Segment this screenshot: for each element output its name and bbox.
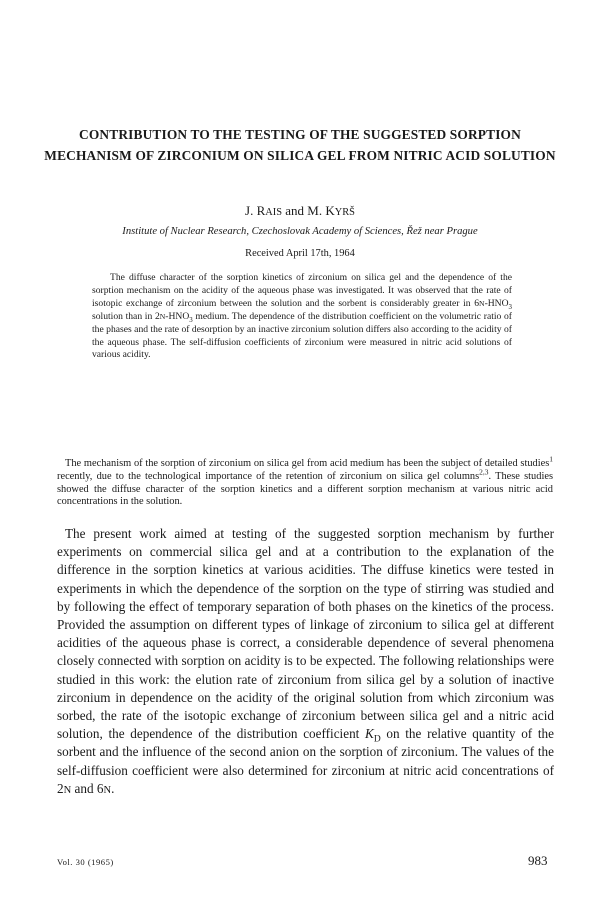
page-number: 983 [528, 853, 548, 868]
received-date: Received April 17th, 1964 [245, 248, 355, 259]
abstract-paragraph: The diffuse character of the sorption kinetics of zirconium on silica gel and the dependence of the sorption mechanism on the acidity of the aqueous phase was investigated. It was observed that the rate of isotopic exchange of zirconium between the solution and the sorbent is considerably greater in $6N-HNO_3$ solution than in $2N-HNO_3$ medium. The dependence of the distribution coefficient on the volumetric ratio of the phases and the rate of desorption by an inactive zirconium solution differs also according to the acidity of the aqueous phase. The self-diffusion coefficients of zirconium were measured in nitric acid solutions of various acidity. [92, 272, 512, 361]
body-paragraph: The present work aimed at testing of the suggested sorption mechanism by further experiments on commercial silica gel and at a contribution to the explanation of the difference in the sorption kinetics at various acidities. The diffuse kinetics were tested in experiments in which the dependence of the sorption on the type of stirring was studied and by following the effect of temporary separation of both phases on the kinetics of the process. Provided the assumption on different types of linkage of zirconium to silica gel at different acidities of the aqueous phase is correct, a considerable dependence of several phenomena closely connected with sorption on acidity is to be expected. The following relationships were studied in this work: the elution rate of zirconium from silica gel by a solution of inactive zirconium in dependence on the acidity of the original solution from which zirconium was sorbed, the rate of the isotopic exchange of zirconium between silica gel and a nitric acid solution, the dependence of the distribution coefficient $K_D$ on the relative quantity of the sorbent and the influence of the second anion on the sorption of zirconium. The values of the self-diffusion coefficient were also determined for zirconium at nitric acid concentrations of 2N and 6N. [57, 526, 555, 796]
affiliation: Institute of Nuclear Research, Czechoslovak Academy of Sciences, Řež near Prague [122, 226, 478, 237]
volume-footer: Vol. 30 (1965) [57, 857, 114, 867]
intro-paragraph: The mechanism of the sorption of zirconium on silica gel from acid medium has been the subject of detailed studies$^1$ recently, due to the technological importance of the retention of zirconium on silica gel columns$^{2,3}$. These studies showed the diffuse character of the sorption kinetics and a different sorption mechanism at various nitric acid concentrations in the solution. [57, 454, 553, 508]
authors: J. RAIS and M. KYRŠ [245, 203, 355, 218]
abstract [92, 272, 512, 362]
paper-title: CONTRIBUTION TO THE TESTING OF THE SUGGESTED SORPTION MECHANISM OF ZIRCONIUM ON SILICA GEL FROM NITRIC ACID SOLUTION [44, 127, 556, 163]
